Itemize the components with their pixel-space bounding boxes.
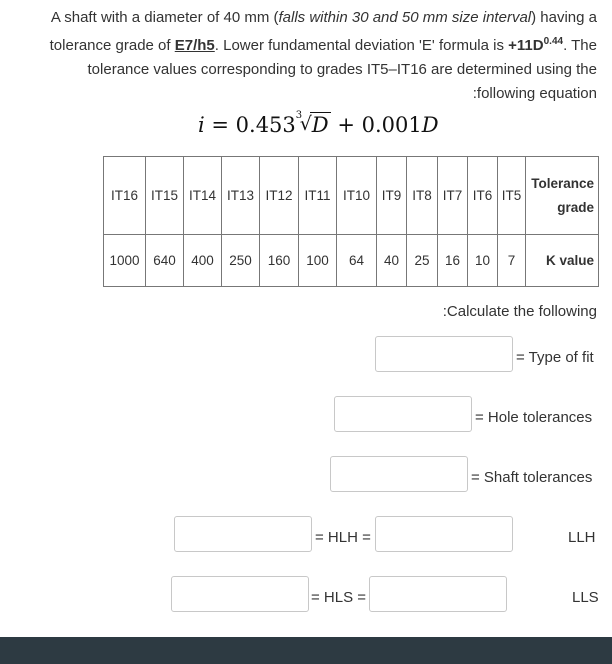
intro-italic: falls within 30 and 50 mm size interval [278, 9, 532, 26]
grade-header [526, 157, 599, 235]
formula-coef: = 0.453 [204, 113, 296, 137]
fit-designation: E7/h5 [174, 37, 215, 54]
k-cell: 7 [498, 235, 526, 287]
grade-header-line-1: Tolerance [531, 175, 594, 191]
hole-tolerance-label: = Hole tolerances [475, 409, 593, 426]
deviation-formula: +11D [508, 37, 544, 54]
shaft-tolerance-input[interactable] [330, 456, 468, 492]
formula-var: D [421, 113, 439, 137]
deviation-exponent: 0.44 [543, 36, 564, 47]
grade-cell: IT15 [146, 157, 184, 235]
grade-cell: IT16 [104, 157, 146, 235]
grade-cell: IT6 [468, 157, 498, 235]
k-cell: 25 [407, 235, 438, 287]
llh-label: LLH [568, 529, 596, 546]
cube-root [296, 112, 331, 137]
intro-text: tolerance grade of [49, 37, 175, 54]
type-of-fit-label: = Type of fit [516, 349, 594, 366]
hlh-input[interactable] [375, 516, 513, 552]
tolerance-unit-formula [198, 112, 439, 137]
intro-line-1 [10, 6, 597, 30]
k-cell: 100 [299, 235, 337, 287]
intro-text: . Lower fundamental deviation 'E' formula is [214, 37, 509, 54]
k-cell: 400 [184, 235, 222, 287]
grade-row [104, 157, 599, 235]
hlh-label: = HLH = [315, 529, 371, 546]
k-cell: 40 [377, 235, 407, 287]
grade-cell: IT11 [299, 157, 337, 235]
calculate-instruction: :Calculate the following [442, 303, 597, 320]
grade-cell: IT10 [337, 157, 377, 235]
grade-cell: IT12 [260, 157, 299, 235]
k-value-row [104, 235, 599, 287]
lls-input[interactable] [171, 576, 309, 612]
grade-cell: IT7 [438, 157, 468, 235]
root-index: 3 [295, 110, 303, 121]
llh-input[interactable] [174, 516, 312, 552]
hls-label: = HLS = [311, 589, 367, 606]
intro-text: A shaft with a diameter of 40 mm ( [50, 9, 279, 26]
intro-text: ) having a [531, 9, 597, 26]
hls-input[interactable] [369, 576, 507, 612]
type-of-fit-input[interactable] [375, 336, 513, 372]
grade-cell: IT14 [184, 157, 222, 235]
k-header: K value [526, 235, 599, 287]
bottom-bar [0, 637, 612, 664]
formula-lhs: i [198, 113, 205, 137]
root-radicand: D [311, 113, 329, 137]
k-cell: 64 [337, 235, 377, 287]
tolerance-grade-table [103, 156, 599, 287]
intro-line-2 [10, 30, 597, 58]
intro-line-4: :following equation [472, 85, 597, 102]
grade-cell: IT8 [407, 157, 438, 235]
k-cell: 640 [146, 235, 184, 287]
intro-text: . The [563, 37, 597, 54]
formula-linear-coef: + 0.001 [330, 113, 422, 137]
grade-cell: IT13 [222, 157, 260, 235]
shaft-tolerance-label: = Shaft tolerances [471, 469, 593, 486]
k-cell: 160 [260, 235, 299, 287]
k-cell: 250 [222, 235, 260, 287]
grade-header-line-2: grade [557, 199, 594, 215]
intro-line-3: tolerance values corresponding to grades IT5–IT16 are determined using the [87, 61, 597, 78]
hole-tolerance-input[interactable] [334, 396, 472, 432]
grade-cell: IT5 [498, 157, 526, 235]
k-cell: 10 [468, 235, 498, 287]
k-cell: 16 [438, 235, 468, 287]
radical-icon: √ [299, 113, 312, 135]
lls-label: LLS [572, 589, 599, 606]
k-cell: 1000 [104, 235, 146, 287]
grade-cell: IT9 [377, 157, 407, 235]
problem-statement [10, 6, 597, 106]
